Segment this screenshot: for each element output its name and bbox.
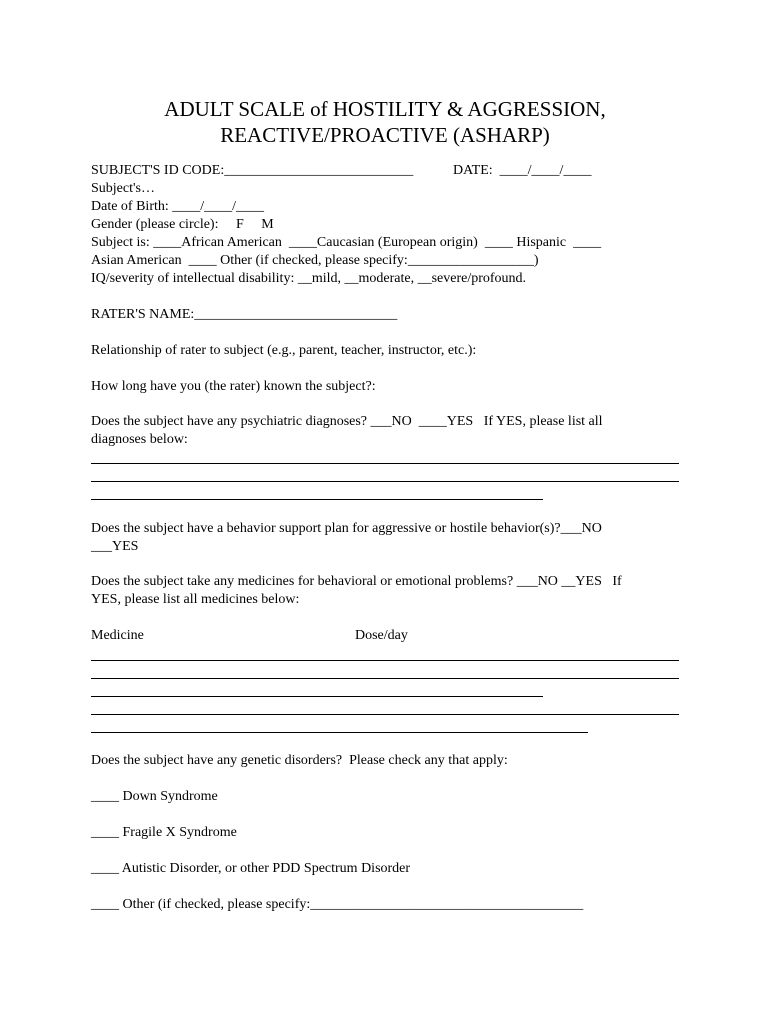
medicines-answer-line[interactable] bbox=[91, 678, 679, 679]
medicines-answer-line[interactable] bbox=[91, 696, 543, 697]
psychiatric-diagnoses-question-cont: diagnoses below: bbox=[91, 432, 188, 447]
rater-name-field[interactable]: RATER'S NAME:_____________________________ bbox=[91, 307, 398, 322]
subject-id-field[interactable]: SUBJECT'S ID CODE:___________________________ bbox=[91, 163, 414, 178]
form-title-line-2: REACTIVE/PROACTIVE (ASHARP) bbox=[220, 123, 550, 147]
medicines-answer-line[interactable] bbox=[91, 660, 679, 661]
iq-severity-field[interactable]: IQ/severity of intellectual disability: __mild, __moderate, __severe/profound. bbox=[91, 271, 527, 286]
dose-column-header: Dose/day bbox=[355, 628, 408, 643]
form-title-line-1: ADULT SCALE of HOSTILITY & AGGRESSION, bbox=[164, 97, 606, 121]
medicine-column-header: Medicine bbox=[91, 628, 144, 643]
medicines-question: Does the subject take any medicines for behavioral or emotional problems? ___NO __YES If bbox=[91, 574, 622, 589]
behavior-plan-question-cont[interactable]: ___YES bbox=[91, 539, 139, 554]
genetic-disorders-question: Does the subject have any genetic disorders? Please check any that apply: bbox=[91, 753, 508, 768]
psychiatric-diagnoses-question: Does the subject have any psychiatric diagnoses? ___NO ____YES If YES, please list all bbox=[91, 414, 603, 429]
gender-field[interactable]: Gender (please circle): F M bbox=[91, 217, 274, 232]
genetic-option-autistic-disorder[interactable]: ____ Autistic Disorder, or other PDD Spectrum Disorder bbox=[91, 861, 411, 876]
medicines-question-cont: YES, please list all medicines below: bbox=[91, 592, 300, 607]
ethnicity-field-line-2[interactable]: Asian American ____ Other (if checked, please specify:__________________) bbox=[91, 253, 539, 268]
genetic-option-other[interactable]: ____ Other (if checked, please specify:_______________________________________ bbox=[91, 897, 584, 912]
genetic-option-fragile-x[interactable]: ____ Fragile X Syndrome bbox=[91, 825, 237, 840]
diagnoses-answer-line[interactable] bbox=[91, 499, 543, 500]
date-of-birth-field[interactable]: Date of Birth: ____/____/____ bbox=[91, 199, 265, 214]
medicines-answer-line[interactable] bbox=[91, 714, 679, 715]
diagnoses-answer-line[interactable] bbox=[91, 481, 679, 482]
subjects-label: Subject's… bbox=[91, 181, 155, 196]
behavior-plan-question: Does the subject have a behavior support plan for aggressive or hostile behavior(s)?___NO bbox=[91, 521, 602, 536]
rater-duration-question: How long have you (the rater) known the subject?: bbox=[91, 379, 376, 394]
ethnicity-field-line-1[interactable]: Subject is: ____African American ____Caucasian (European origin) ____ Hispanic ____ bbox=[91, 235, 602, 250]
diagnoses-answer-line[interactable] bbox=[91, 463, 679, 464]
rater-relationship-question: Relationship of rater to subject (e.g., parent, teacher, instructor, etc.): bbox=[91, 343, 477, 358]
date-field[interactable]: DATE: ____/____/____ bbox=[453, 163, 592, 178]
genetic-option-down-syndrome[interactable]: ____ Down Syndrome bbox=[91, 789, 218, 804]
medicines-answer-line[interactable] bbox=[91, 732, 588, 733]
